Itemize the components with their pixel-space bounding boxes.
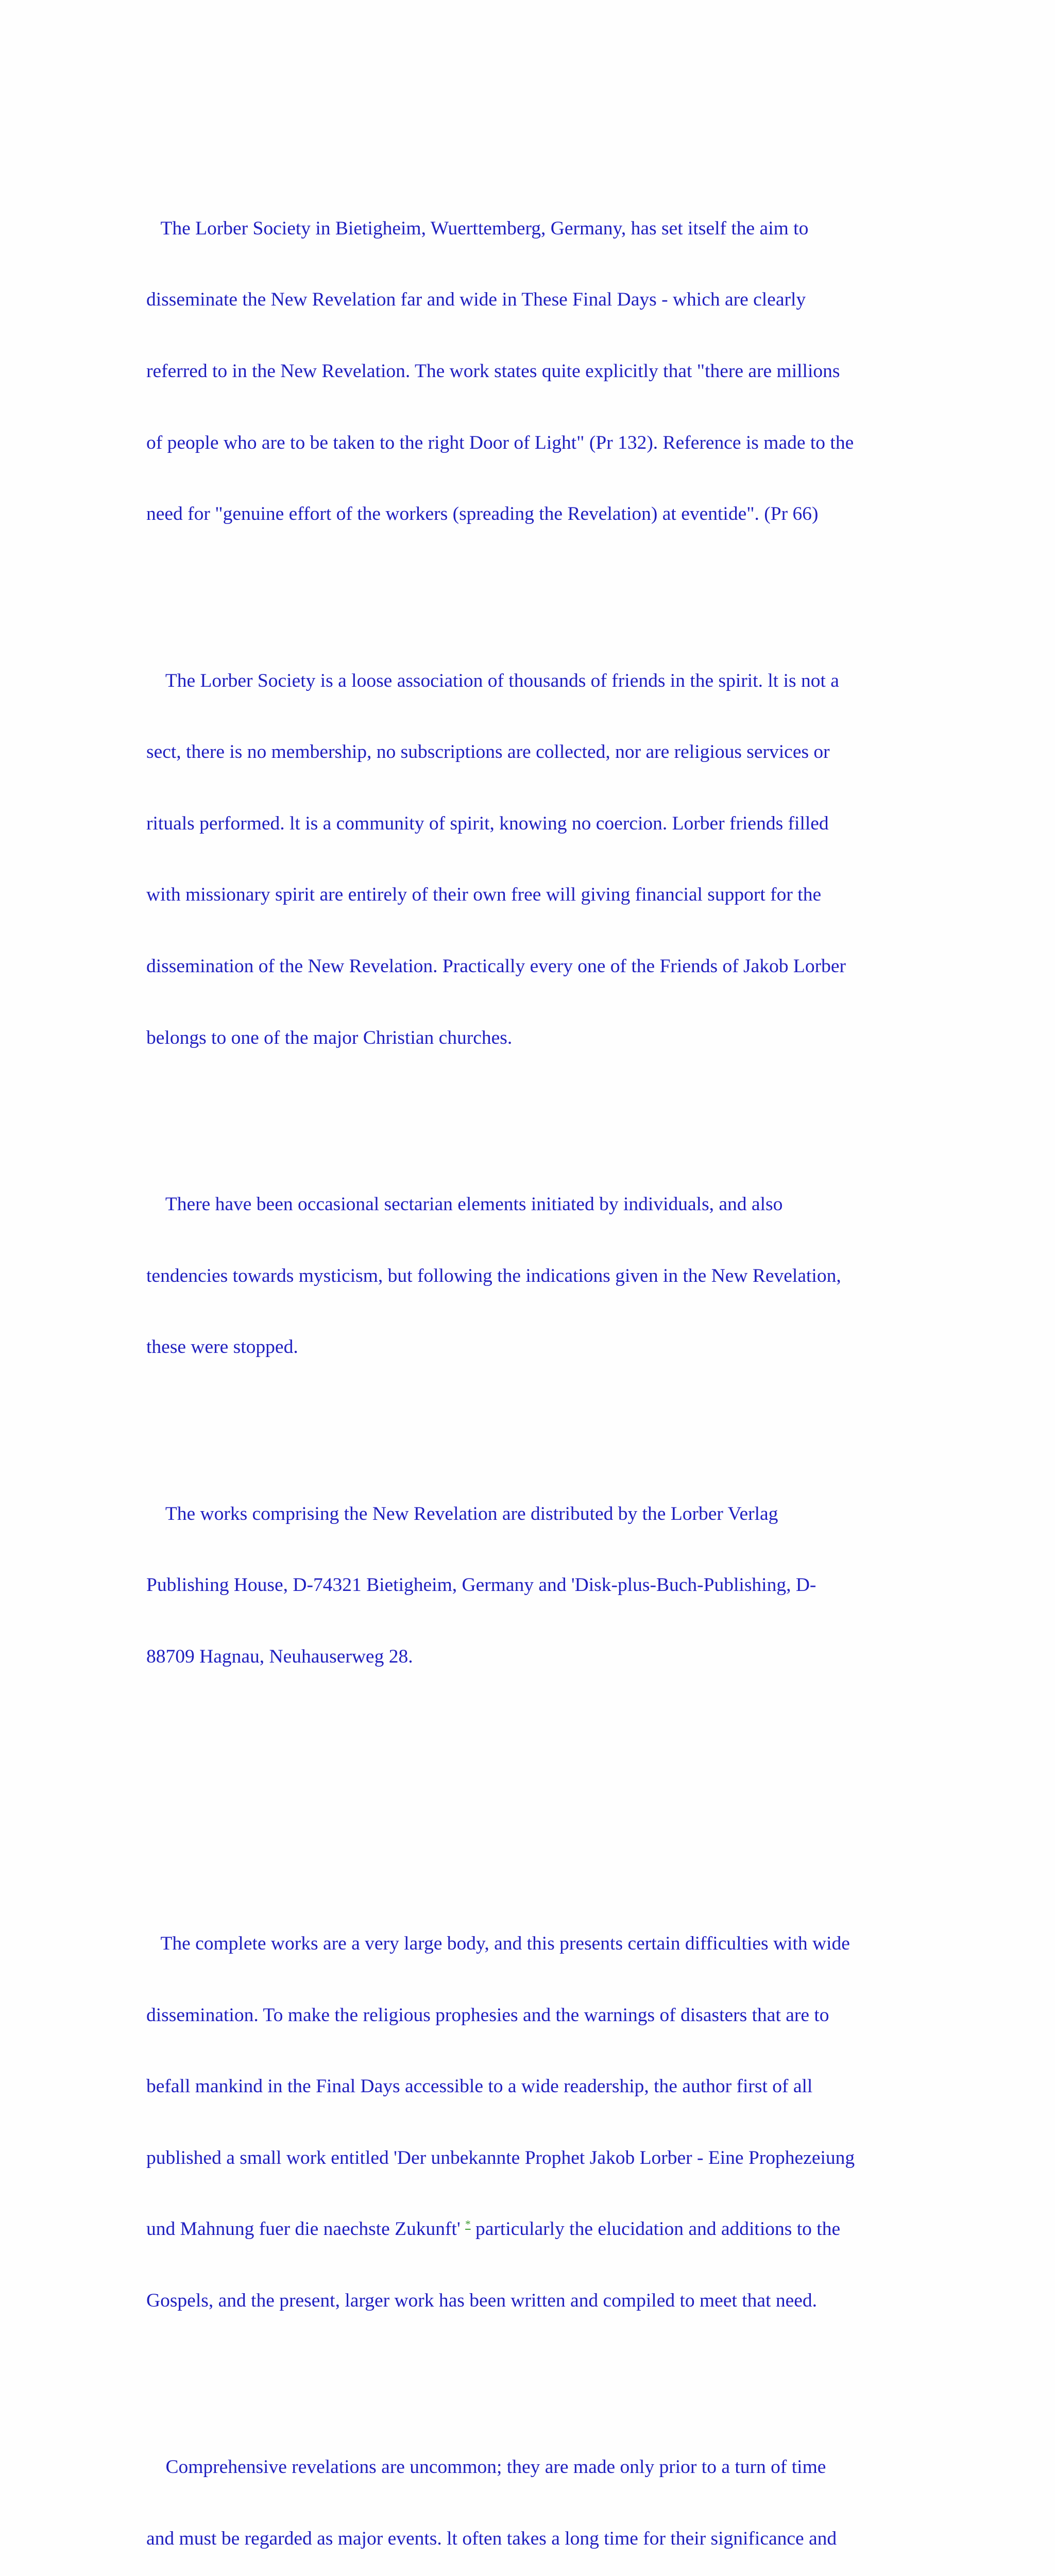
text-line: dissemination of the New Revelation. Practically every one of the Friends of Jakob Lorber [146,955,846,977]
text-line: The Lorber Society in Bietigheim, Wuerttemberg, Germany, has set itself the aim to [146,217,809,239]
text-segment: particularly the elucidation and additions to the [470,2218,841,2240]
text-line: published a small work entitled 'Der unbekannte Prophet Jakob Lorber - Eine Prophezeiung [146,2147,855,2168]
text-line: The works comprising the New Revelation are distributed by the Lorber Verlag [146,1503,778,1524]
text-line: disseminate the New Revelation far and wide in These Final Days - which are clearly [146,289,806,311]
text-line: and must be regarded as major events. lt often takes a long time for their significance and [146,2528,837,2549]
text-line: of people who are to be taken to the right Door of Light" (Pr 132). Reference is made to the [146,432,854,453]
text-line: these were stopped. [146,1336,298,1358]
paragraph-complete-works [146,1885,919,2361]
text-line: 88709 Hagnau, Neuhauserweg 28. [146,1646,413,1667]
text-line: with missionary spirit are entirely of their own free will giving financial support for the [146,884,822,906]
text-line [146,2217,919,2241]
text-segment: und Mahnung fuer die naechste Zukunft' [146,2218,466,2240]
paragraph-comprehensive-revelations [146,2408,919,2576]
text-line: referred to in the New Revelation. The work states quite explicitly that "there are millions [146,361,840,382]
text-line: belongs to one of the major Christian churches. [146,1027,513,1048]
text-line: The complete works are a very large body, and this presents certain difficulties with wide [146,1933,850,1954]
paragraph-distribution [146,1454,919,1716]
text-line: There have been occasional sectarian elements initiated by individuals, and also [146,1193,783,1215]
text-line: befall mankind in the Final Days accessible to a wide readership, the author first of all [146,2076,813,2097]
document-page [146,122,919,2576]
text-line: Comprehensive revelations are uncommon; they are made only prior to a turn of time [146,2456,826,2478]
text-line: The Lorber Society is a loose association of thousands of friends in the spirit. lt is not a [146,670,839,691]
text-line: tendencies towards mysticism, but following the indications given in the New Revelation, [146,1265,841,1286]
text-line: sect, there is no membership, no subscriptions are collected, nor are religious services or [146,741,830,763]
paragraph-loose-association [146,621,919,1097]
paragraph-sectarian-elements [146,1145,919,1407]
paragraph-gap [146,1788,919,1813]
text-line: Publishing House, D-74321 Bietigheim, Germany and 'Disk-plus-Buch-Publishing, D- [146,1574,816,1596]
footnote-link-asterisk[interactable]: * [465,2218,471,2231]
text-line: dissemination. To make the religious prophesies and the warnings of disasters that are to [146,2004,829,2026]
paragraph-lorber-society-aim [146,169,919,573]
text-line: need for "genuine effort of the workers (spreading the Revelation) at eventide". (Pr 66) [146,503,819,525]
text-line: rituals performed. lt is a community of spirit, knowing no coercion. Lorber friends filled [146,812,829,834]
text-line: Gospels, and the present, larger work has been written and compiled to meet that need. [146,2290,818,2311]
